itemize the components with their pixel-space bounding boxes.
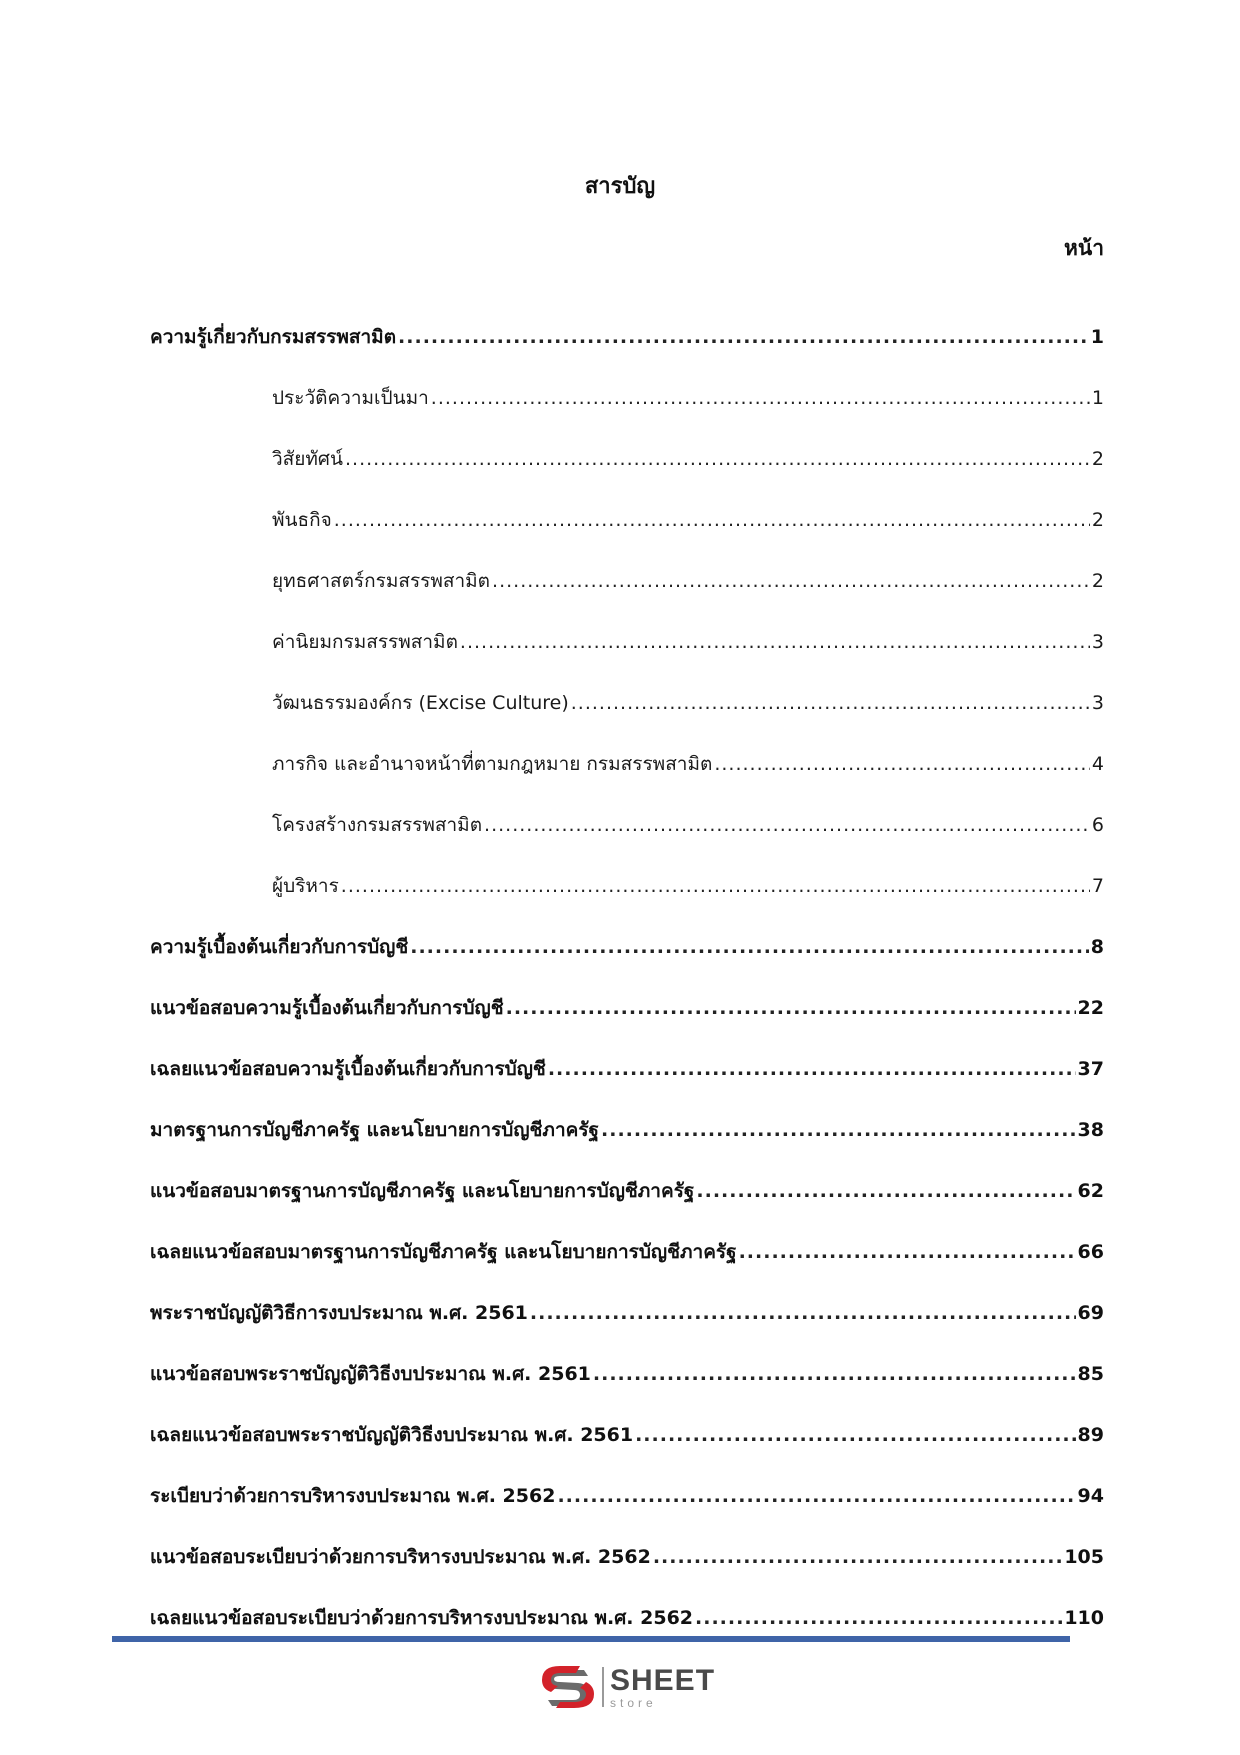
logo-wordmark (610, 1663, 716, 1710)
toc-entry-title: พระราชบัญญัติวิธีการงบประมาณ พ.ศ. 2561 (150, 1302, 528, 1324)
toc-entry[interactable] (150, 290, 1104, 351)
toc-entry[interactable] (150, 1388, 1104, 1449)
toc-entry-title: ภารกิจ และอำนาจหน้าที่ตามกฎหมาย กรมสรรพสามิต (272, 753, 713, 775)
toc-leader-dots (334, 506, 1090, 534)
toc-entry-title: เฉลยแนวข้อสอบระเบียบว่าด้วยการบริหารงบประมาณ พ.ศ. 2562 (150, 1607, 694, 1629)
toc-entry-title: เฉลยแนวข้อสอบความรู้เบื้องต้นเกี่ยวกับการบัญชี (150, 1058, 546, 1080)
page-column-label: หน้า (1064, 236, 1104, 260)
toc-entry-page: 62 (1077, 1180, 1104, 1202)
logo-name: SHEET (610, 1663, 716, 1697)
toc-leader-dots (460, 628, 1090, 656)
toc-entry[interactable] (150, 1510, 1104, 1571)
toc-leader-dots (593, 1360, 1076, 1388)
logo-divider (602, 1667, 604, 1707)
toc-entry[interactable] (150, 900, 1104, 961)
toc-entry[interactable] (150, 1327, 1104, 1388)
toc-entry-title: ความรู้เกี่ยวกับกรมสรรพสามิต (150, 326, 397, 348)
toc-entry[interactable] (150, 1571, 1104, 1632)
toc-entry-title: ผู้บริหาร (272, 875, 339, 897)
toc-leader-dots (739, 1238, 1076, 1266)
toc-subentry[interactable] (150, 534, 1104, 595)
toc-entry-page: 1 (1091, 387, 1104, 409)
toc-entry-title: เฉลยแนวข้อสอบพระราชบัญญัติวิธีงบประมาณ พ.ศ. 2561 (150, 1424, 634, 1446)
toc-entry-title: แนวข้อสอบพระราชบัญญัติวิธีงบประมาณ พ.ศ. 2561 (150, 1363, 591, 1385)
toc-entry-page: 3 (1091, 692, 1104, 714)
toc-leader-dots (714, 750, 1090, 778)
toc-entry-page: 89 (1077, 1424, 1104, 1446)
toc-leader-dots (530, 1299, 1076, 1327)
toc-leader-dots (557, 1482, 1075, 1510)
toc-subentry[interactable] (150, 839, 1104, 900)
toc-entry-title: แนวข้อสอบระเบียบว่าด้วยการบริหารงบประมาณ พ.ศ. 2562 (150, 1546, 651, 1568)
toc-leader-dots (548, 1055, 1076, 1083)
toc-entry[interactable] (150, 1205, 1104, 1266)
toc-entry[interactable] (150, 1022, 1104, 1083)
toc-leader-dots (398, 323, 1089, 351)
toc-entry[interactable] (150, 961, 1104, 1022)
toc-entry-page: 110 (1064, 1607, 1104, 1629)
toc-entry-page: 66 (1077, 1241, 1104, 1263)
toc-leader-dots (484, 811, 1090, 839)
toc-entry-page: 1 (1090, 326, 1104, 348)
toc-entry-page: 22 (1077, 997, 1104, 1019)
toc-leader-dots (696, 1177, 1075, 1205)
toc-entry-title: พันธกิจ (272, 509, 332, 531)
sheet-store-logo-icon (540, 1662, 596, 1712)
toc-subentry[interactable] (150, 656, 1104, 717)
toc-entry-title: ประวัติความเป็นมา (272, 387, 429, 409)
toc-entry-title: วิสัยทัศน์ (272, 448, 343, 470)
footer-divider (112, 1636, 1070, 1642)
toc-entry-title: แนวข้อสอบมาตรฐานการบัญชีภาครัฐ และนโยบายการบัญชีภาครัฐ (150, 1180, 695, 1202)
toc-entry[interactable] (150, 1083, 1104, 1144)
toc-entry-page: 7 (1091, 875, 1104, 897)
toc-entry-page: 2 (1091, 570, 1104, 592)
toc-subentry[interactable] (150, 351, 1104, 412)
toc-entry-page: 38 (1077, 1119, 1104, 1141)
toc-entry-page: 4 (1091, 753, 1104, 775)
toc-entry-page: 94 (1077, 1485, 1104, 1507)
toc-leader-dots (410, 933, 1089, 961)
toc-subentry[interactable] (150, 412, 1104, 473)
toc-entry[interactable] (150, 1449, 1104, 1510)
toc-entry-page: 8 (1090, 936, 1104, 958)
toc-leader-dots (345, 445, 1090, 473)
toc-subentry[interactable] (150, 778, 1104, 839)
toc-entry-title: เฉลยแนวข้อสอบมาตรฐานการบัญชีภาครัฐ และนโยบายการบัญชีภาครัฐ (150, 1241, 737, 1263)
toc-leader-dots (695, 1604, 1062, 1632)
toc-subentry[interactable] (150, 595, 1104, 656)
toc-leader-dots (571, 689, 1090, 717)
logo-subname: store (610, 1695, 657, 1710)
toc-entry-title: ยุทธศาสตร์กรมสรรพสามิต (272, 570, 491, 592)
toc-entry[interactable] (150, 1144, 1104, 1205)
toc-entry-page: 3 (1091, 631, 1104, 653)
toc-entry-title: วัฒนธรรมองค์กร (Excise Culture) (272, 692, 569, 714)
toc-entry-title: มาตรฐานการบัญชีภาครัฐ และนโยบายการบัญชีภาครัฐ (150, 1119, 600, 1141)
toc-leader-dots (653, 1543, 1063, 1571)
toc-entry-title: ค่านิยมกรมสรรพสามิต (272, 631, 458, 653)
toc-leader-dots (601, 1116, 1076, 1144)
toc-leader-dots (431, 384, 1090, 412)
toc-entry-title: ความรู้เบื้องต้นเกี่ยวกับการบัญชี (150, 936, 409, 958)
toc-entry-page: 85 (1077, 1363, 1104, 1385)
toc-entry-title: โครงสร้างกรมสรรพสามิต (272, 814, 483, 836)
toc-leader-dots (506, 994, 1076, 1022)
toc-subentry[interactable] (150, 473, 1104, 534)
toc-entry-page: 2 (1091, 509, 1104, 531)
toc-entry-page: 69 (1077, 1302, 1104, 1324)
toc-leader-dots (635, 1421, 1075, 1449)
toc-entry-page: 2 (1091, 448, 1104, 470)
toc-subentry[interactable] (150, 717, 1104, 778)
toc-entry-page: 37 (1077, 1058, 1104, 1080)
sheet-store-logo (540, 1662, 715, 1712)
toc-leader-dots (492, 567, 1090, 595)
toc-entry[interactable] (150, 1266, 1104, 1327)
toc-leader-dots (341, 872, 1090, 900)
toc-entry-title: แนวข้อสอบความรู้เบื้องต้นเกี่ยวกับการบัญชี (150, 997, 504, 1019)
table-of-contents (150, 290, 1104, 1632)
toc-entry-title: ระเบียบว่าด้วยการบริหารงบประมาณ พ.ศ. 2562 (150, 1485, 556, 1507)
page-title: สารบัญ (584, 174, 656, 199)
toc-entry-page: 6 (1091, 814, 1104, 836)
toc-entry-page: 105 (1064, 1546, 1104, 1568)
